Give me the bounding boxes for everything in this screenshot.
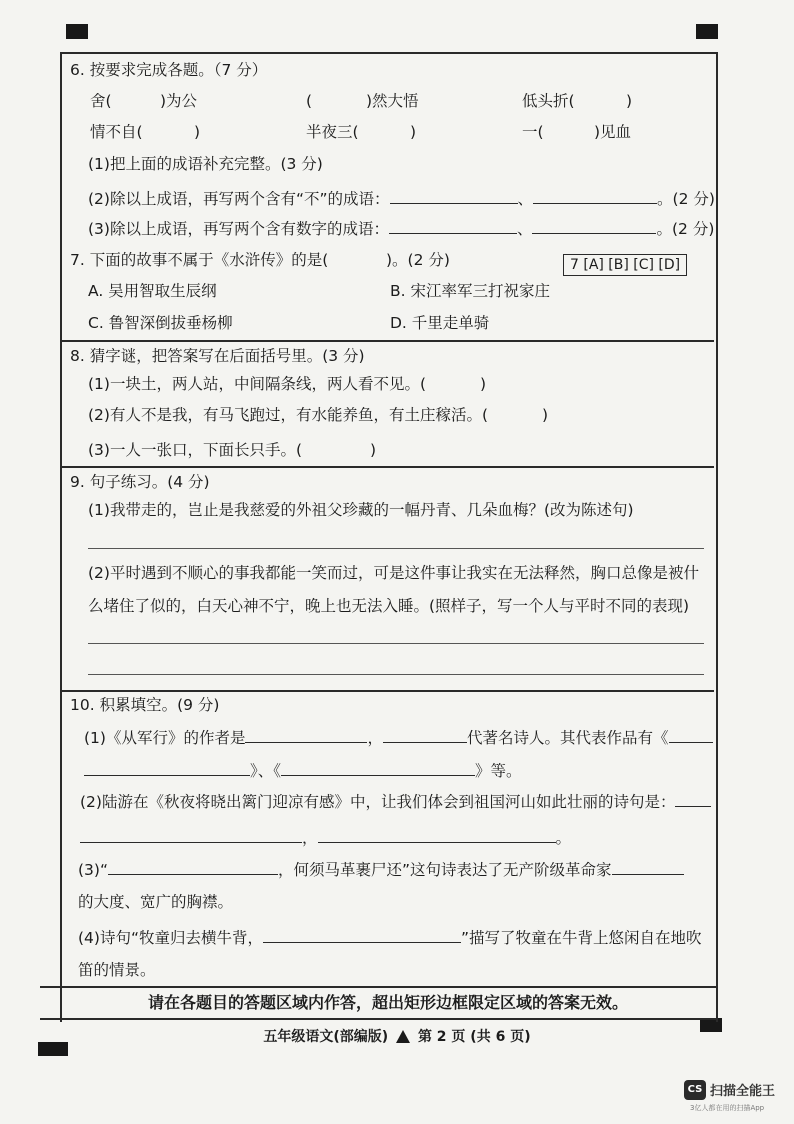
q10-dynasty-blank[interactable] <box>383 726 467 743</box>
q9-separator <box>62 690 714 692</box>
q10-line-7: (4)诗句“牧童归去横牛背， ”描写了牧童在牛背上悠闲自在地吹 <box>78 926 702 948</box>
page-footer <box>0 1026 794 1046</box>
q6-idiom-6-close: )见血 <box>594 123 632 141</box>
q10-line-blank[interactable] <box>108 858 278 875</box>
q7-title-end: )。(2 分) <box>386 251 450 269</box>
q10-title: 10. 积累填空。(9 分) <box>70 696 220 714</box>
q6-idiom-5-open: 半夜三( <box>306 123 359 141</box>
q10-line-8: 笛的情景。 <box>78 961 156 979</box>
q10-line-2: 》、《 》等。 <box>84 759 522 781</box>
camscanner-logo-icon: CS <box>684 1080 706 1100</box>
q6-idiom-3-open: 低头折( <box>522 92 575 110</box>
q7-answer-box[interactable]: 7 [A] [B] [C] [D] <box>563 254 687 276</box>
q10-work-1-blank-a[interactable] <box>669 726 713 743</box>
q8-title: 8. 猜字谜，把答案写在后面括号里。(3 分) <box>70 347 365 365</box>
q6-idiom-6-open: 一( <box>522 123 544 141</box>
q10-author-blank[interactable] <box>245 726 367 743</box>
q7-separator <box>62 340 714 342</box>
q6-sub3-blank-1[interactable] <box>389 217 517 234</box>
q6-idiom-4-open: 情不自( <box>90 123 143 141</box>
q8-riddle-2: (2)有人不是我，有马飞跑过，有水能养鱼，有土庄稼活。( <box>88 406 489 424</box>
q7-option-b: B. 宋江率军三打祝家庄 <box>390 282 550 300</box>
q8-riddle-3-close: ) <box>370 441 377 459</box>
q10-line-5: (3)“ ，何须马革裹尸还”这句诗表达了无产阶级革命家 <box>78 858 684 880</box>
q10-poem-line-blank[interactable] <box>263 926 461 943</box>
q6-sub2-blank-2[interactable] <box>533 187 657 204</box>
q6-idiom-2-close: )然大悟 <box>366 92 419 110</box>
q7-option-a: A. 吴用智取生辰纲 <box>88 282 217 300</box>
q10-line-3: (2)陆游在《秋夜将晓出篱门迎凉有感》中，让我们体会到祖国河山如此壮丽的诗句是： <box>80 790 711 812</box>
footer-subject: 五年级语文(部编版) <box>263 1029 389 1045</box>
q10-work-2-blank[interactable] <box>281 759 475 776</box>
q6-sub1: (1)把上面的成语补充完整。(3 分) <box>88 155 323 173</box>
q8-riddle-1-close: ) <box>480 375 487 393</box>
q10-line-4: ， 。 <box>80 826 571 848</box>
q7-option-d: D. 千里走单骑 <box>390 314 490 332</box>
q9-answer-line-2[interactable] <box>88 643 704 644</box>
triangle-marker-icon <box>396 1030 410 1043</box>
q8-riddle-2-close: ) <box>542 406 549 424</box>
q7-title: 7. 下面的故事不属于《水浒传》的是( <box>70 251 329 269</box>
q10-work-1-blank-b[interactable] <box>84 759 250 776</box>
answer-area-notice: 请在各题目的答题区域内作答，超出矩形边框限定区域的答案无效。 <box>147 993 628 1012</box>
q10-poem-blank-b[interactable] <box>80 826 302 843</box>
camscanner-name: 扫描全能王 <box>710 1084 776 1099</box>
q9-sentence-2b: 么堵住了似的，白天心神不宁，晚上也无法入睡。(照样子，写一个人与平时不同的表现) <box>88 597 690 615</box>
q9-sentence-2a: (2)平时遇到不顺心的事我都能一笑而过，可是这件事让我实在无法释然，胸口总像是被什 <box>88 564 699 582</box>
q6-sub3: (3)除以上成语，再写两个含有数字的成语： 、 。(2 分) <box>88 217 714 239</box>
q10-poem-blank-c[interactable] <box>318 826 556 843</box>
q6-sub2: (2)除以上成语，再写两个含有“不”的成语： 、 。(2 分) <box>88 187 715 209</box>
corner-mark-top-left <box>66 24 88 39</box>
q8-riddle-3: (3)一人一张口，下面长只手。( <box>88 441 303 459</box>
q6-title: 6. 按要求完成各题。（7 分） <box>70 61 268 79</box>
corner-mark-top-right <box>696 24 718 39</box>
q8-separator <box>62 466 714 468</box>
q6-idiom-1-open: 舍( <box>90 92 112 110</box>
q10-revolutionary-blank[interactable] <box>612 858 684 875</box>
q6-sub2-blank-1[interactable] <box>390 187 518 204</box>
q9-sentence-1: (1)我带走的，岂止是我慈爱的外祖父珍藏的一幅丹青、几朵血梅？(改为陈述句) <box>88 501 634 519</box>
q6-sub3-blank-2[interactable] <box>532 217 656 234</box>
q10-line-1: (1)《从军行》的作者是 ， 代著名诗人。其代表作品有《 <box>84 726 713 748</box>
q9-answer-line-3[interactable] <box>88 674 704 675</box>
q6-idiom-5-close: ) <box>410 123 417 141</box>
notice-separator-bottom <box>40 1018 716 1020</box>
q7-option-c: C. 鲁智深倒拔垂杨柳 <box>88 314 233 332</box>
q9-title: 9. 句子练习。(4 分) <box>70 473 210 491</box>
q6-idiom-3-close: ) <box>626 92 633 110</box>
q6-idiom-4-close: ) <box>194 123 201 141</box>
q6-idiom-1-close: )为公 <box>160 92 198 110</box>
q9-answer-line-1[interactable] <box>88 548 704 549</box>
q8-riddle-1: (1)一块土，两人站，中间隔条线，两人看不见。( <box>88 375 427 393</box>
footer-page-number: 第 2 页 (共 6 页) <box>417 1029 531 1045</box>
q6-idiom-2-open: ( <box>306 92 313 110</box>
notice-separator <box>40 986 716 988</box>
camscanner-tagline: 3亿人都在用的扫描App <box>690 1104 765 1112</box>
q10-line-6: 的大度、宽广的胸襟。 <box>78 893 234 911</box>
q10-poem-blank-a[interactable] <box>675 790 711 807</box>
